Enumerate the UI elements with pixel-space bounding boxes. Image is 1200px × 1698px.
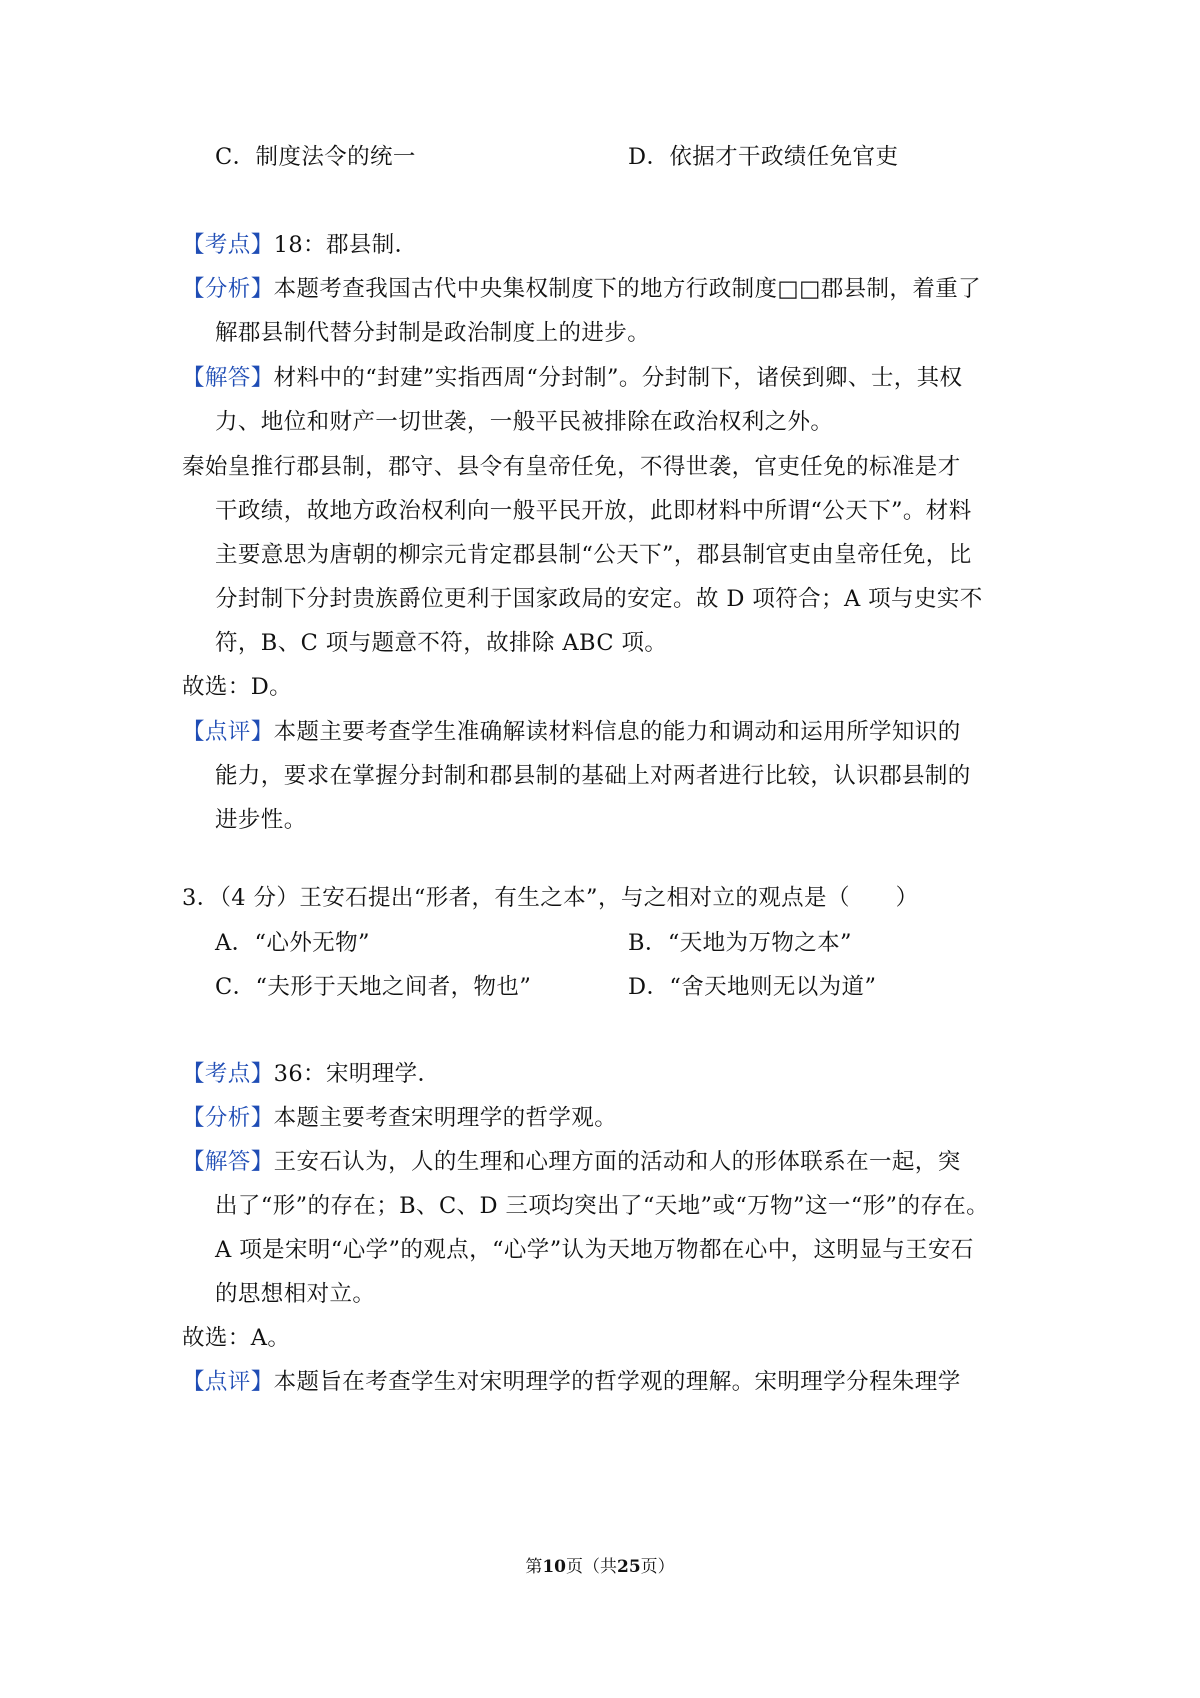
jieda-text-cont: 力、地位和财产一切世袭，一般平民被排除在政治权利之外。 [215, 409, 834, 435]
option-c-prev: C．制度法令的统一 [215, 144, 416, 170]
option-d: D．“舍天地则无以为道” [628, 974, 877, 1000]
q3-jieda-text-cont-2: A 项是宋明“心学”的观点，“心学”认为天地万物都在心中，这明显与王安石 [215, 1237, 974, 1263]
q3-jieda-text-cont-1: 出了“形”的存在；B、C、D 三项均突出了“天地”或“万物”这一“形”的存在。 [215, 1193, 990, 1219]
dianping-text: 本题主要考查学生准确解读材料信息的能力和调动和运用所学知识的 [273, 719, 961, 745]
jieda-text: 材料中的“封建”实指西周“分封制”。分封制下，诸侯到卿、士，其权 [273, 365, 963, 391]
q3-kaodian-tag: 【考点】 [182, 1061, 274, 1087]
option-d-prev: D．依据才干政绩任免官吏 [628, 144, 899, 170]
kaodian-text: 18：郡县制． [273, 232, 418, 258]
q3-jieda-text-cont-3: 的思想相对立。 [215, 1281, 376, 1307]
option-b: B．“天地为万物之本” [628, 930, 852, 956]
q3-dianping-line [182, 1367, 1032, 1397]
page-footer [0, 1555, 1200, 1579]
q3-jieda-tag: 【解答】 [182, 1149, 274, 1175]
footer-prefix: 第 [525, 1557, 543, 1577]
dianping-tag: 【点评】 [182, 719, 274, 745]
q3-dianping-tag: 【点评】 [182, 1369, 274, 1395]
body-paragraph-line-5: 符，B、C 项与题意不符，故排除 ABC 项。 [215, 630, 668, 656]
footer-middle: 页（共 [566, 1557, 617, 1577]
fenxi-line [182, 274, 1032, 304]
q3-kaodian-text: 36：宋明理学． [273, 1061, 441, 1087]
page-number: 10 [542, 1557, 566, 1577]
option-a: A．“心外无物” [215, 930, 370, 956]
body-paragraph-line-4: 分封制下分封贵族爵位更利于国家政局的安定。故 D 项符合；A 项与史实不 [215, 586, 983, 612]
q3-fenxi-tag: 【分析】 [182, 1105, 274, 1131]
option-c: C．“夫形于天地之间者，物也” [215, 974, 532, 1000]
dianping-text-cont-2: 进步性。 [215, 807, 307, 833]
q3-jieda-line [182, 1147, 1032, 1177]
q3-jieda-text: 王安石认为，人的生理和心理方面的活动和人的形体联系在一起，突 [273, 1149, 961, 1175]
body-paragraph-line-3: 主要意思为唐朝的柳宗元肯定郡县制“公天下”，郡县制官吏由皇帝任免，比 [215, 542, 972, 568]
q3-fenxi-text: 本题主要考查宋明理学的哲学观。 [273, 1105, 618, 1131]
q3-fenxi-line [182, 1103, 1032, 1133]
total-pages: 25 [617, 1557, 641, 1577]
q3-kaodian-line [182, 1059, 1032, 1089]
q3-answer-line: 故选：A。 [182, 1325, 291, 1351]
answer-line: 故选：D。 [182, 674, 293, 700]
dianping-text-cont-1: 能力，要求在掌握分封制和郡县制的基础上对两者进行比较，认识郡县制的 [215, 763, 971, 789]
fenxi-text: 本题考查我国古代中央集权制度下的地方行政制度□□郡县制，着重了 [273, 276, 982, 302]
kaodian-tag: 【考点】 [182, 232, 274, 258]
q3-dianping-text: 本题旨在考查学生对宋明理学的哲学观的理解。宋明理学分程朱理学 [273, 1369, 961, 1395]
fenxi-tag: 【分析】 [182, 276, 274, 302]
jieda-tag: 【解答】 [182, 365, 274, 391]
dianping-line [182, 717, 1032, 747]
body-paragraph-line-2: 干政绩，故地方政治权利向一般平民开放，此即材料中所谓“公天下”。材料 [215, 498, 972, 524]
fenxi-text-cont: 解郡县制代替分封制是政治制度上的进步。 [215, 320, 651, 346]
footer-suffix: 页） [640, 1557, 675, 1577]
kaodian-line [182, 230, 1032, 260]
jieda-line [182, 363, 1032, 393]
body-paragraph-line-1: 秦始皇推行郡县制，郡守、县令有皇帝任免，不得世袭，官吏任免的标准是才 [182, 454, 961, 480]
question-3-stem: 3．（4 分）王安石提出“形者，有生之本”，与之相对立的观点是（ ） [182, 885, 919, 911]
